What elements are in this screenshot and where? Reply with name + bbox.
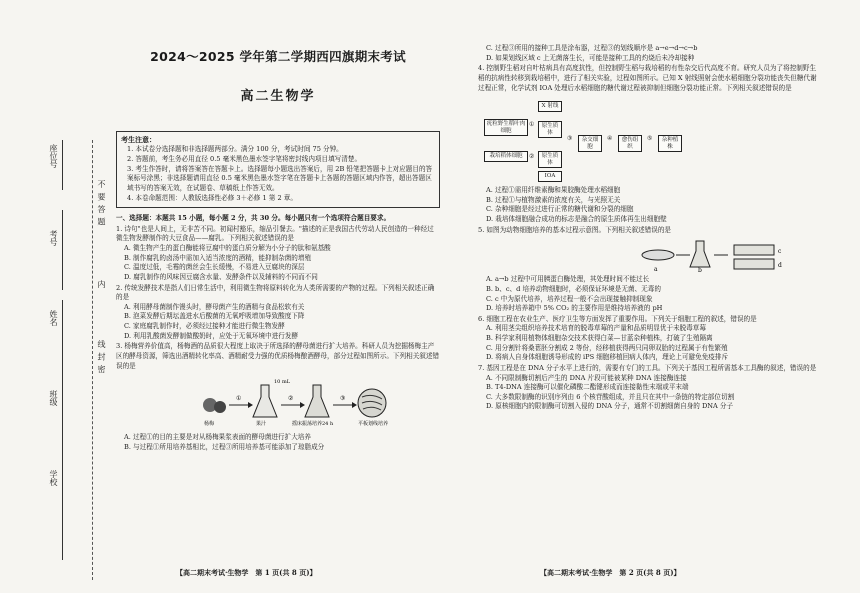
hybrid-cell-box: 杂交细胞 xyxy=(578,135,602,152)
binding-strip xyxy=(40,140,110,580)
ioa-box: IOA xyxy=(538,171,562,182)
class-label: 班级 xyxy=(49,390,58,406)
notice-title: 考生注意： xyxy=(121,135,156,145)
option: A. 过程①需用纤维素酶和果胶酶处理水稻细胞 xyxy=(486,186,621,195)
option: D. 培养时培养箱中 5% CO₂ 的主要作用是维持培养液的 pH xyxy=(486,304,663,313)
seal-text: 线 封 密 xyxy=(97,340,106,375)
option: D. 腐乳制作的风味因豆腐含水量、发酵条件以及辅料的不同而不同 xyxy=(124,272,318,281)
label-b: b xyxy=(698,267,702,274)
seat-label: 座位号 xyxy=(49,144,58,168)
label-a: a xyxy=(654,266,658,274)
option: C. 大多数限制酶的识别序列由 6 个核苷酸组成，并且只在其中一条链的特定部位切割 xyxy=(486,392,735,401)
option: D. 栽培体细胞融合成功的标志是融合的原生质体再生出细胞壁 xyxy=(486,215,667,223)
option: B. b、c、d 培养动物细胞时，必须保证环境是无菌、无毒的 xyxy=(486,284,661,293)
option: A. 不同限制酶切割后产生的 DNA 片段可能被某种 DNA 连接酶连接 xyxy=(486,373,687,382)
culture-bottle-icon xyxy=(734,259,774,269)
notice-item: 1. 本试卷分选择题和非选择题两部分。满分 100 分，考试时间 75 分钟。 xyxy=(127,145,343,154)
exam-no-label: 考号 xyxy=(49,230,58,246)
culture-bottle-icon xyxy=(734,245,774,255)
option: D. 原核细胞内的限制酶可切割入侵的 DNA 分子，通常不切割细菌自身的 DNA 分子 xyxy=(486,402,734,411)
flask-icon xyxy=(690,241,710,267)
flask-icon xyxy=(253,385,277,417)
protoplast-fusion-figure xyxy=(478,97,818,183)
option: C. 杂种细胞是经过进行正常的糖代谢和分裂的细胞 xyxy=(486,205,634,214)
cult-protoplast-box: 原生质体 xyxy=(538,151,562,168)
option: C. c 中为原代培养，培养过程一般不会出现接触抑制现象 xyxy=(486,294,653,303)
arrow-head xyxy=(300,402,305,408)
arrow-head xyxy=(352,402,357,408)
class-field[interactable] xyxy=(62,380,63,460)
label-d: d xyxy=(778,262,782,270)
option: D. 利用乳酸菌发酵制做酸奶时，应处于无氧环境中进行发酵 xyxy=(124,331,299,340)
question-stem: 4. 控制野生稻对自叶枯病具有高度抗性，但控制野生稻与栽培稻的有性杂交后代高度不育。研究人员为了将控制野生稻的抗病性转移到栽培稻中，进行了相关实验，过程如图所示。已知 X 射线照射会使水稻细胞分裂功能丧失但糖代谢过程正常，化学试剂 IOA 处理后水稻细胞的糖代谢过程被抑制但细胞分裂功能正常。下列相关叙述错误的是 xyxy=(478,64,817,92)
culture-diagram xyxy=(116,375,440,431)
bayberry-icon xyxy=(214,401,226,413)
step-1-label: ① xyxy=(529,121,535,129)
yeast-culture-figure xyxy=(116,375,440,431)
question-stem: 3. 杨梅营养价值高，杨梅酒的品质很大程度上取决于所选择的酵母菌进行扩大培养。科研人员为挖掘杨梅主产区的酵母资源，筛选出酒精转化率高、酒精耐受力强的优质杨梅酿酒酵母，部分过程如图所示。下列相关叙述错误的是 xyxy=(116,342,440,370)
streak-label: 平板划线培养 xyxy=(358,421,389,428)
option: B. 科学家利用植物体细胞杂交技术获得白菜—甘蓝杂种植株，打破了生殖隔离 xyxy=(486,334,713,342)
volume-label: 10 mL xyxy=(274,379,291,386)
footer-left: 【高二期末考试·生物学 第 1 页(共 8 页)】 xyxy=(176,568,317,577)
option: D. 如果划线区域 c 上无菌落生长，可能是接种工具的灼烧后未冷却接种 xyxy=(486,53,695,62)
question-stem: 2. 传统发酵技术是指人们日常生活中，利用微生物将原料转化为人类所需要的产物的过程。下列相关叙述正确的是 xyxy=(116,283,435,302)
bayberry-label: 杨梅 xyxy=(204,421,215,428)
seat-field[interactable] xyxy=(62,140,63,190)
notice-item: 4. 本卷命题范围：人教版选择性必修 3＋必修 1 第 2 章。 xyxy=(127,193,297,202)
name-label: 姓名 xyxy=(49,310,58,326)
no-answer-text: 不 要 答 题 xyxy=(97,180,106,227)
option: B. T4-DNA 连接酶可以催化磷酸二酯键形成而连接黏性末端或平末端 xyxy=(486,383,689,392)
hybrid-plant-box: 杂种植株 xyxy=(658,135,682,152)
subject-title: 高二生物学 xyxy=(240,89,316,105)
step-3-label: ③ xyxy=(340,395,346,403)
option: B. 过程①与植物激素的浓度有关，与光照无关 xyxy=(486,195,621,204)
option: C. 用分割针将桑葚胚分割成 2 等份，经移植获得两只同卵双胎的过程属于有性繁殖 xyxy=(486,343,728,352)
option: B. 制作腐乳的卤汤中需加入适当浓度的酒精，能抑制杂菌的增殖 xyxy=(124,253,312,262)
inside-text: 内 xyxy=(97,280,106,289)
page-right xyxy=(478,44,818,412)
option: C. 过程③所用的接种工具是涂布器，过程③的划线顺序是 a→e→d→c→b xyxy=(486,44,698,52)
step-5-label: ⑤ xyxy=(647,135,653,143)
exam-title: 2024～2025 学年第二学期西四旗期末考试 xyxy=(150,49,406,64)
notice-item: 2. 答题前，考生务必用直径 0.5 毫米黑色墨水签字笔将密封线内项目填写清楚。 xyxy=(127,155,362,164)
option: A. 微生物产生的蛋白酶能将豆腐中的蛋白质分解为小分子的肽和氨基酸 xyxy=(124,244,331,253)
exam-no-field[interactable] xyxy=(62,210,63,290)
step-4-label: ④ xyxy=(607,135,613,143)
step-1-label: ① xyxy=(236,395,242,403)
flask-icon xyxy=(305,385,329,417)
tissue-dish-icon xyxy=(642,250,674,260)
callus-box: 愈伤组织 xyxy=(618,135,642,152)
notice-item: 3. 考生作答时，请将答案答在答题卡上。选择题每小题选出答案后，用 2B 铅笔把答题卡上对应题目的答案标号涂黑；非选择题请用直径 0.5 毫米黑色墨水签字笔在答题卡上各题的答题区域内作答，超出答题区域书写的答案无效，在试题卷、草稿纸上作答无效。 xyxy=(127,164,433,192)
page-left xyxy=(116,40,440,452)
question-stem: 5. 如图为动物细胞培养的基本过程示意图。下列相关叙述错误的是 xyxy=(478,225,672,234)
step-3-label: ③ xyxy=(567,135,573,143)
section-heading: 一、选择题：本题共 15 小题，每小题 2 分，共 30 分。每小题只有一个选项符合题目要求。 xyxy=(116,214,391,223)
label-c: c xyxy=(778,248,782,256)
option: A. 利用酵母菌制作馒头时，酵母菌产生的酒精与食品松软有关 xyxy=(124,302,305,311)
juice-label: 果汁 xyxy=(256,421,267,428)
question-stem: 6. 细胞工程在农业生产、医疗卫生等方面发挥了重要作用。下列关于细胞工程的叙述，错误的是 xyxy=(478,314,757,323)
option: C. 家庭腐乳制作时，必须经过接种才能进行微生物发酵 xyxy=(124,322,285,331)
shaker-label: 摇床振荡培养24 h xyxy=(292,421,334,428)
option: B. 泡菜发酵后期坛盖进水后酸菌的无氧呼吸增加导致酸度下降 xyxy=(124,312,305,321)
option: D. 将病人自身体细胞诱导形成的 iPS 细胞移植回病人体内，理论上可避免免疫排斥 xyxy=(486,353,729,362)
arrow-head xyxy=(248,402,253,408)
step-2-label: ② xyxy=(288,395,294,403)
option: B. 与过程①所用培养基相比，过程③所用培养基可能添加了琼脂成分 xyxy=(124,442,325,451)
school-label: 学校 xyxy=(49,470,58,486)
step-2-label: ② xyxy=(529,153,535,161)
cell-culture-diagram xyxy=(478,237,818,273)
option: A. a→b 过程中可用胰蛋白酶处理，其处理时间不能过长 xyxy=(486,275,650,284)
name-field[interactable] xyxy=(62,300,63,380)
notice-box xyxy=(116,131,440,208)
option: A. 利用茎尖组织培养技术培育的脱毒草莓的产量和品质明显优于未脱毒草莓 xyxy=(486,324,706,333)
cell-culture-figure xyxy=(478,237,818,273)
footer-right: 【高二期末考试·生物学 第 2 页(共 8 页)】 xyxy=(540,568,681,577)
xray-box: X 射线 xyxy=(538,101,562,112)
seal-line xyxy=(92,140,93,580)
wild-rice-box: 疣粒野生稻叶肉细胞 xyxy=(484,119,528,136)
wild-protoplast-box: 原生质体 xyxy=(538,121,562,138)
cultivated-rice-box: 栽培稻体细胞 xyxy=(484,151,528,162)
option: A. 过程①的目的主要是对从杨梅果浆表面的酵母菌进行扩大培养 xyxy=(124,433,311,442)
question-stem: 1. 诗句"也是人间上，无非苦不同。初闻村豁乐，缩品引餐去。"描述的正是我国古代劳动人民创造的一种经过微生物发酵制作的大豆食品——腐乳。下列相关叙述错误的是 xyxy=(116,224,434,243)
option: C. 温度过低，毛霉的菌丝会生长缓慢，不易进入豆腐块的深层 xyxy=(124,263,305,272)
question-stem: 7. 基因工程是在 DNA 分子水平上进行的，需要有专门的工具。下列关于基因工程所需基本工具酶的叙述，错误的是 xyxy=(478,363,817,372)
school-field[interactable] xyxy=(62,460,63,560)
